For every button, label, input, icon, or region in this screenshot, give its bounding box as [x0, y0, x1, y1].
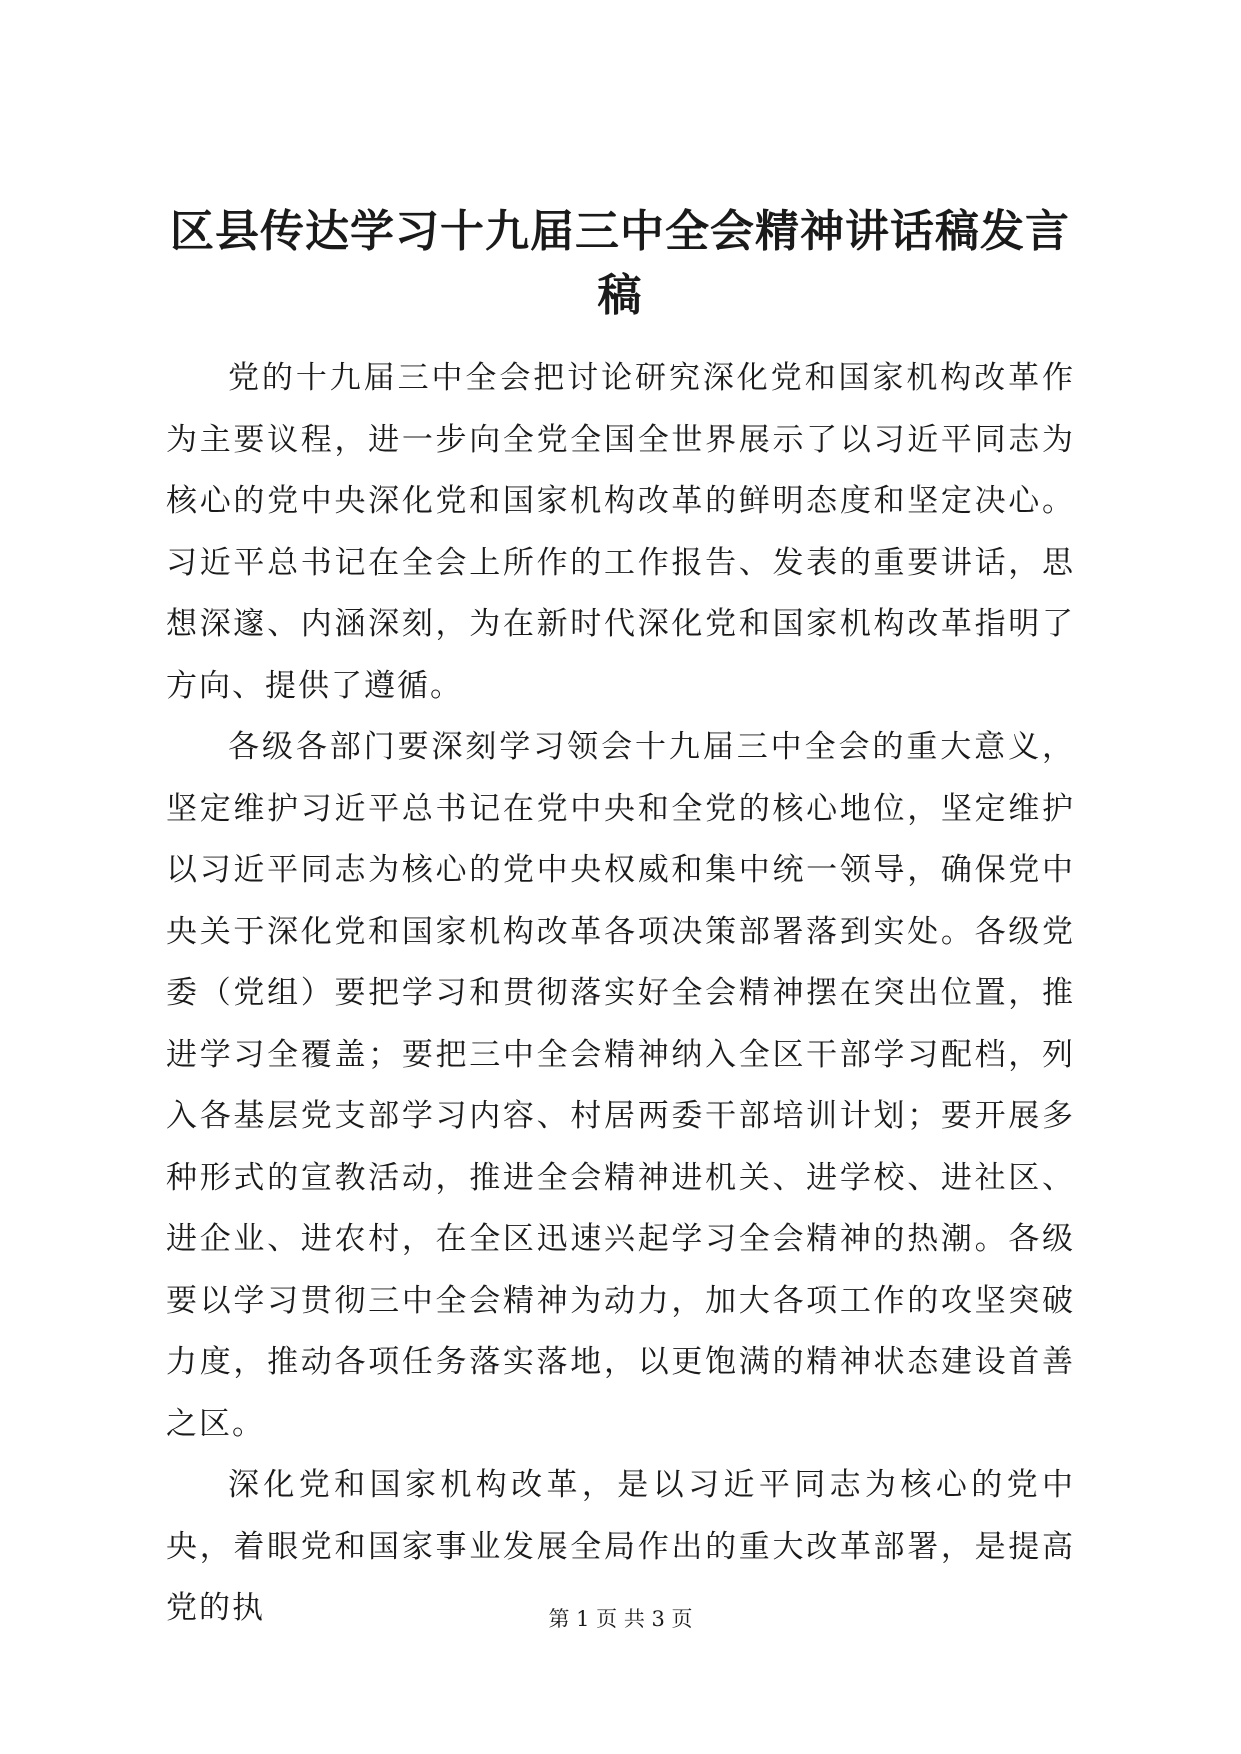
- paragraph-3: 深化党和国家机构改革，是以习近平同志为核心的党中央，着眼党和国家事业发展全局作出的重大改革部署，是提高党的执: [166, 1467, 1075, 1626]
- document-body: [166, 348, 1075, 1640]
- paragraph-2: 各级各部门要深刻学习领会十九届三中全会的重大意义，坚定维护习近平总书记在党中央和全党的核心地位，坚定维护以习近平同志为核心的党中央权威和集中统一领导，确保党中央关于深化党和国家机构改革各项决策部署落到实处。各级党委（党组）要把学习和贯彻落实好全会精神摆在突出位置，推进学习全覆盖；要把三中全会精神纳入全区干部学习配档，列入各基层党支部学习内容、村居两委干部培训计划；要开展多种形式的宣教活动，推进全会精神进机关、进学校、进社区、进企业、进农村，在全区迅速兴起学习全会精神的热潮。各级要以学习贯彻三中全会精神为动力，加大各项工作的攻坚突破力度，推动各项任务落实落地，以更饱满的精神状态建设首善之区。: [166, 729, 1075, 1442]
- page-footer: 第 1 页 共 3 页: [548, 1607, 693, 1631]
- document-title: 区县传达学习十九届三中全会精神讲话稿发言稿: [170, 206, 1070, 321]
- paragraph-1: 党的十九届三中全会把讨论研究深化党和国家机构改革作为主要议程，进一步向全党全国全世界展示了以习近平同志为核心的党中央深化党和国家机构改革的鲜明态度和坚定决心。习近平总书记在全会上所作的工作报告、发表的重要讲话，思想深邃、内涵深刻，为在新时代深化党和国家机构改革指明了方向、提供了遵循。: [166, 360, 1075, 704]
